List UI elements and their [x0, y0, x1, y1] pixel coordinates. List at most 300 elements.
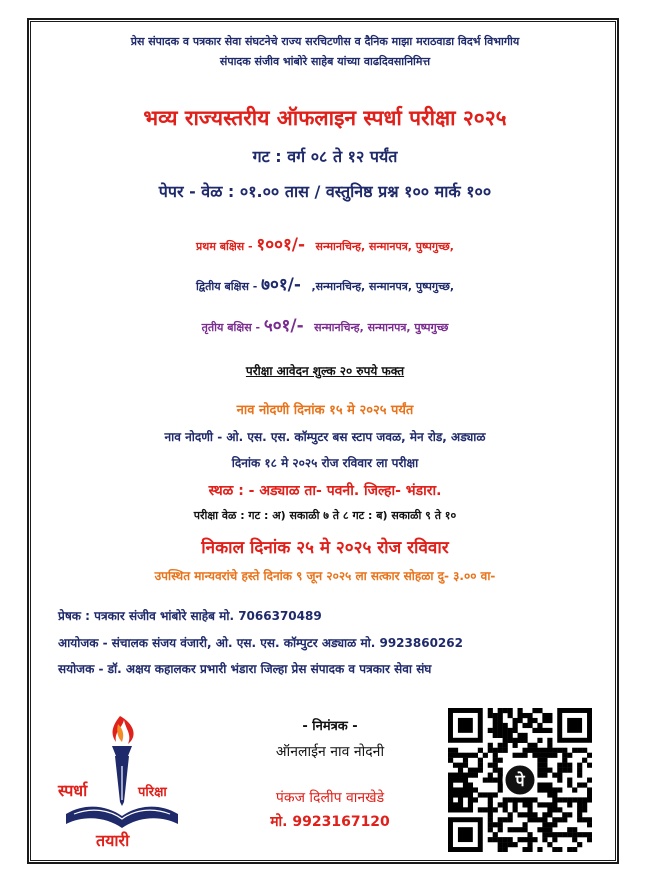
qr-module: [503, 748, 508, 753]
qr-module: [557, 768, 562, 773]
qr-module: [547, 738, 552, 743]
qr-module: [463, 778, 468, 783]
qr-module: [542, 817, 547, 822]
qr-module: [503, 708, 508, 713]
qr-module: [478, 768, 483, 773]
qr-module: [542, 768, 547, 773]
qr-module: [567, 797, 572, 802]
qr-module: [527, 718, 532, 723]
qr-module: [547, 802, 552, 807]
qr-module: [448, 773, 453, 778]
qr-module: [547, 718, 552, 723]
qr-module: [577, 797, 582, 802]
qr-module: [478, 807, 483, 812]
qr-module: [463, 807, 468, 812]
qr-module: [468, 782, 473, 787]
qr-module: [577, 812, 582, 817]
invite-online-registration: ऑनलाईन नाव नोदनी: [275, 744, 385, 760]
qr-module: [537, 773, 542, 778]
qr-module: [557, 807, 562, 812]
qr-module: [463, 782, 468, 787]
qr-module: [448, 758, 453, 763]
qr-module: [547, 748, 552, 753]
qr-module: [572, 847, 577, 852]
qr-module: [453, 753, 458, 758]
qr-module: [532, 708, 537, 713]
qr-module: [572, 787, 577, 792]
qr-module: [493, 822, 498, 827]
qr-module: [448, 778, 453, 783]
prize-first-label: प्रथम बक्षिस -: [196, 240, 257, 253]
qr-module: [493, 778, 498, 783]
qr-module: [537, 738, 542, 743]
qr-module: [448, 782, 453, 787]
qr-module: [448, 797, 453, 802]
qr-module: [542, 763, 547, 768]
qr-module: [582, 748, 587, 753]
qr-module: [557, 832, 562, 837]
qr-module: [493, 753, 498, 758]
qr-module: [527, 797, 532, 802]
qr-module: [562, 748, 567, 753]
qr-module: [582, 817, 587, 822]
qr-module: [522, 812, 527, 817]
qr-module: [582, 758, 587, 763]
qr-module: [503, 728, 508, 733]
qr-module: [537, 817, 542, 822]
qr-module: [518, 733, 523, 738]
qr-module: [552, 773, 557, 778]
qr-module: [508, 738, 513, 743]
qr-module: [488, 812, 493, 817]
qr-module: [498, 787, 503, 792]
qr-module: [587, 822, 592, 827]
qr-module: [532, 817, 537, 822]
qr-module: [498, 713, 503, 718]
qr-module: [458, 797, 463, 802]
qr-module: [458, 787, 463, 792]
qr-module: [537, 802, 542, 807]
qr-module: [562, 753, 567, 758]
qr-module: [508, 708, 513, 713]
qr-module: [493, 718, 498, 723]
qr-module: [557, 778, 562, 783]
prize-third-label: तृतीय बक्षिस -: [201, 321, 264, 334]
qr-module: [498, 728, 503, 733]
qr-module: [503, 802, 508, 807]
qr-module: [547, 827, 552, 832]
exam-time: परीक्षा वेळ : गट : अ) सकाळी ७ ते ८ गट : ब) सकाळी ९ ते १०: [193, 509, 457, 522]
qr-module: [562, 812, 567, 817]
qr-module: [587, 763, 592, 768]
qr-module: [542, 728, 547, 733]
qr-module: [552, 797, 557, 802]
qr-module: [458, 807, 463, 812]
qr-module: [572, 797, 577, 802]
qr-module: [567, 753, 572, 758]
qr-code[interactable]: [448, 708, 592, 852]
qr-module: [483, 807, 488, 812]
qr-module: [572, 832, 577, 837]
qr-module: [478, 763, 483, 768]
qr-module: [473, 773, 478, 778]
qr-module: [513, 743, 518, 748]
qr-module: [503, 738, 508, 743]
qr-module: [508, 827, 513, 832]
prize-first-amount: १००१/-: [256, 235, 306, 255]
contact-coordinator: सयोजक - डॉ. अक्षय कहालकर प्रभारी भंडारा जिल्हा प्रेस संपादक व पत्रकार सेवा संघ: [58, 662, 432, 676]
qr-module: [508, 797, 513, 802]
page-title: भव्य राज्यस्तरीय ऑफलाइन स्पर्धा परीक्षा २०२५: [143, 106, 507, 130]
qr-module: [587, 753, 592, 758]
qr-module: [473, 797, 478, 802]
qr-module: [572, 837, 577, 842]
qr-module: [557, 748, 562, 753]
qr-module: [582, 807, 587, 812]
qr-module: [582, 782, 587, 787]
qr-module: [577, 807, 582, 812]
qr-module: [522, 748, 527, 753]
qr-module: [567, 778, 572, 783]
qr-module: [567, 827, 572, 832]
prize-first: [0, 232, 650, 255]
qr-module: [463, 773, 468, 778]
qr-module: [562, 768, 567, 773]
qr-module: [458, 753, 463, 758]
qr-finder-pattern: [448, 708, 483, 743]
qr-module: [503, 842, 508, 847]
qr-module: [503, 847, 508, 852]
qr-module: [587, 817, 592, 822]
qr-module: [567, 782, 572, 787]
qr-module: [488, 802, 493, 807]
qr-module: [453, 792, 458, 797]
qr-module: [537, 763, 542, 768]
qr-module: [577, 748, 582, 753]
header-line-1: प्रेस संपादक व पत्रकार सेवा संघटनेचे राज्य सरचिटणीस व दैनिक माझा मराठवाडा विदर्भ विभागीय: [130, 35, 520, 48]
qr-module: [547, 812, 552, 817]
qr-module: [532, 797, 537, 802]
logo-word-tayari: तयारी: [96, 831, 130, 850]
qr-module: [493, 763, 498, 768]
qr-module: [518, 837, 523, 842]
prize-third: [0, 313, 650, 336]
qr-module: [488, 778, 493, 783]
invite-mobile: मो. 9923167120: [270, 814, 390, 830]
qr-module: [567, 763, 572, 768]
qr-module: [532, 812, 537, 817]
qr-module: [458, 768, 463, 773]
qr-module: [587, 832, 592, 837]
prize-second: [0, 272, 650, 295]
qr-module: [542, 827, 547, 832]
qr-module: [493, 768, 498, 773]
qr-module: [468, 792, 473, 797]
qr-module: [527, 837, 532, 842]
qr-module: [503, 723, 508, 728]
qr-module: [458, 802, 463, 807]
qr-module: [518, 713, 523, 718]
spardha-pariksha-logo: [52, 710, 192, 850]
qr-finder-pattern: [557, 708, 592, 743]
qr-module: [522, 733, 527, 738]
qr-module: [547, 832, 552, 837]
qr-module: [503, 817, 508, 822]
qr-module: [547, 753, 552, 758]
qr-module: [522, 827, 527, 832]
qr-module: [498, 743, 503, 748]
qr-module: [582, 832, 587, 837]
qr-module: [557, 847, 562, 852]
prize-second-amount: ७०१/-: [261, 275, 301, 295]
qr-module: [537, 768, 542, 773]
qr-module: [542, 822, 547, 827]
qr-module: [513, 842, 518, 847]
qr-module: [547, 792, 552, 797]
qr-module: [552, 753, 557, 758]
qr-module: [542, 782, 547, 787]
qr-module: [527, 802, 532, 807]
qr-module: [503, 797, 508, 802]
qr-module: [498, 733, 503, 738]
qr-module: [488, 797, 493, 802]
qr-module: [547, 787, 552, 792]
qr-module: [587, 797, 592, 802]
qr-module: [518, 738, 523, 743]
qr-module: [468, 773, 473, 778]
qr-module: [453, 807, 458, 812]
qr-module: [488, 708, 493, 713]
qr-module: [498, 847, 503, 852]
qr-module: [448, 787, 453, 792]
qr-module: [557, 817, 562, 822]
qr-module: [513, 738, 518, 743]
qr-module: [478, 758, 483, 763]
qr-module: [557, 773, 562, 778]
felicitation-line: उपस्थित मान्यवरांचे हस्ते दिनांक ९ जून २०२५ ला सत्कार सोहळा दु- ३.०० वा-: [154, 569, 496, 583]
qr-module: [453, 778, 458, 783]
qr-module: [488, 728, 493, 733]
qr-module: [552, 802, 557, 807]
qr-module: [537, 728, 542, 733]
qr-module: [498, 842, 503, 847]
qr-module: [498, 768, 503, 773]
qr-module: [522, 797, 527, 802]
qr-module: [522, 753, 527, 758]
qr-module: [527, 723, 532, 728]
qr-module: [522, 822, 527, 827]
qr-finder-pattern: [448, 817, 483, 852]
qr-module: [587, 778, 592, 783]
qr-module: [448, 802, 453, 807]
qr-module: [468, 768, 473, 773]
prize-second-label: द्वितीय बक्षिस -: [195, 280, 262, 293]
qr-module: [493, 728, 498, 733]
qr-module: [488, 713, 493, 718]
qr-module: [562, 797, 567, 802]
qr-module: [488, 837, 493, 842]
qr-module: [493, 723, 498, 728]
qr-module: [463, 792, 468, 797]
qr-module: [488, 807, 493, 812]
qr-module: [483, 792, 488, 797]
qr-module: [463, 758, 468, 763]
qr-module: [572, 827, 577, 832]
qr-module: [552, 822, 557, 827]
qr-module: [537, 748, 542, 753]
qr-module: [503, 733, 508, 738]
qr-module: [498, 708, 503, 713]
contact-sender: प्रेषक : पत्रकार संजीव भांबोरे साहेब मो. 7066370489: [58, 609, 322, 623]
qr-module: [503, 837, 508, 842]
qr-module: [527, 832, 532, 837]
qr-module: [532, 728, 537, 733]
qr-module: [537, 753, 542, 758]
qr-module: [557, 763, 562, 768]
qr-module: [473, 753, 478, 758]
qr-module: [488, 763, 493, 768]
qr-module: [587, 837, 592, 842]
registration-deadline: नाव नोदणी दिनांक १५ मे २०२५ पर्यंत: [236, 403, 414, 418]
qr-module: [508, 837, 513, 842]
qr-module: [552, 837, 557, 842]
qr-module: [537, 758, 542, 763]
qr-module: [518, 718, 523, 723]
qr-module: [552, 748, 557, 753]
qr-module: [498, 723, 503, 728]
qr-module: [508, 817, 513, 822]
qr-module: [577, 773, 582, 778]
qr-module: [493, 748, 498, 753]
qr-module: [547, 807, 552, 812]
qr-module: [577, 782, 582, 787]
qr-module: [527, 812, 532, 817]
qr-module: [557, 797, 562, 802]
qr-module: [453, 802, 458, 807]
qr-module: [448, 807, 453, 812]
qr-module: [522, 837, 527, 842]
qr-module: [448, 748, 453, 753]
qr-module: [557, 787, 562, 792]
qr-module: [582, 802, 587, 807]
qr-module: [527, 847, 532, 852]
qr-module: [508, 713, 513, 718]
qr-module: [552, 807, 557, 812]
qr-module: [542, 787, 547, 792]
qr-module: [488, 792, 493, 797]
qr-module: [503, 743, 508, 748]
qr-module: [498, 773, 503, 778]
qr-module: [542, 718, 547, 723]
qr-module: [458, 778, 463, 783]
qr-module: [513, 718, 518, 723]
qr-module: [552, 847, 557, 852]
qr-module: [522, 713, 527, 718]
qr-module: [468, 802, 473, 807]
qr-module: [458, 773, 463, 778]
qr-module: [488, 748, 493, 753]
qr-module: [562, 758, 567, 763]
qr-module: [488, 827, 493, 832]
qr-module: [522, 738, 527, 743]
qr-module: [562, 763, 567, 768]
exam-date: दिनांक १८ मे २०२५ रोज रविवार ला परीक्षा: [231, 456, 419, 470]
qr-module: [493, 832, 498, 837]
logo-word-pariksha: परिक्षा: [138, 785, 167, 800]
qr-module: [513, 723, 518, 728]
qr-module: [532, 718, 537, 723]
qr-module: [448, 753, 453, 758]
qr-module: [542, 837, 547, 842]
qr-module: [518, 753, 523, 758]
qr-module: [513, 827, 518, 832]
qr-module: [498, 837, 503, 842]
qr-module: [542, 802, 547, 807]
qr-module: [463, 763, 468, 768]
qr-module: [453, 787, 458, 792]
logo-word-spardha: स्पर्धा: [58, 781, 88, 800]
qr-module: [522, 723, 527, 728]
qr-module: [567, 812, 572, 817]
qr-module: [458, 763, 463, 768]
qr-module: [478, 748, 483, 753]
qr-module: [488, 822, 493, 827]
qr-module: [518, 827, 523, 832]
prize-third-amount: ५०१/-: [263, 316, 304, 336]
qr-module: [587, 787, 592, 792]
qr-module: [488, 743, 493, 748]
contact-organizer: आयोजक - संचालक संजय वंजारी, ओ. एस. एस. कॉम्पुटर अड्याळ मो. 9923860262: [58, 636, 463, 650]
registration-place: नाव नोदणी - ओ. एस. एस. कॉम्पुटर बस स्टाप जवळ, मेन रोड, अड्याळ: [164, 430, 486, 444]
qr-module: [577, 802, 582, 807]
qr-module: [458, 792, 463, 797]
qr-module: [577, 817, 582, 822]
qr-module: [532, 837, 537, 842]
qr-module: [587, 792, 592, 797]
qr-module: [567, 802, 572, 807]
qr-module: [453, 773, 458, 778]
qr-module: [527, 842, 532, 847]
qr-module: [547, 782, 552, 787]
qr-module: [498, 802, 503, 807]
qr-module: [488, 773, 493, 778]
qr-module: [513, 728, 518, 733]
qr-module: [473, 787, 478, 792]
qr-module: [542, 748, 547, 753]
qr-center-glyph: पे: [515, 771, 525, 790]
qr-module: [527, 748, 532, 753]
qr-module: [513, 753, 518, 758]
invite-heading: - निमंत्रक -: [302, 719, 358, 734]
qr-module: [532, 743, 537, 748]
result-line: निकाल दिनांक २५ मे २०२५ रोज रविवार: [201, 538, 449, 558]
qr-module: [498, 782, 503, 787]
fee-line: परीक्षा आवेदन शुल्क २० रुपये फक्त: [245, 364, 405, 378]
qr-module: [537, 723, 542, 728]
qr-module: [463, 753, 468, 758]
qr-module: [542, 832, 547, 837]
qr-module: [508, 842, 513, 847]
qr-module: [498, 822, 503, 827]
qr-module: [498, 758, 503, 763]
qr-module: [518, 708, 523, 713]
qr-module: [542, 713, 547, 718]
qr-module: [488, 817, 493, 822]
qr-module: [513, 802, 518, 807]
paper-line: पेपर - वेळ : ०१.०० तास / वस्तुनिष्ठ प्रश्न १०० मार्क १००: [158, 182, 492, 201]
qr-module: [537, 787, 542, 792]
qr-module: [527, 743, 532, 748]
